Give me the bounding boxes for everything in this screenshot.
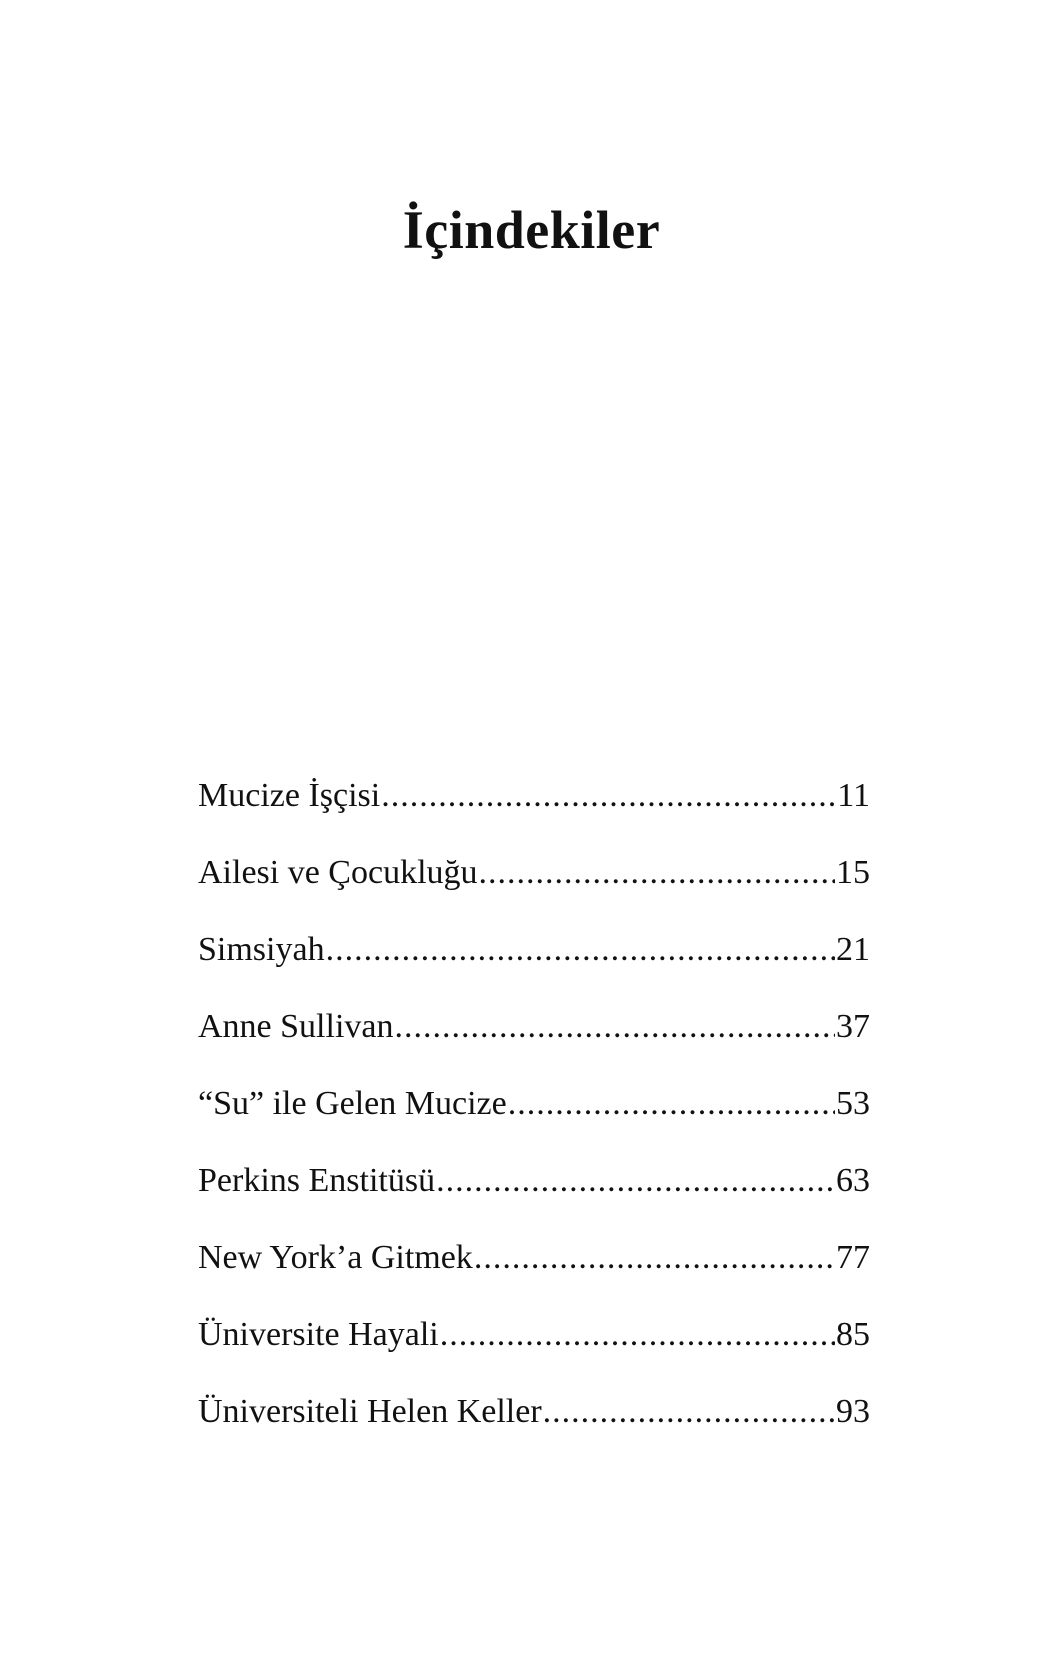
toc-entry-title: Mucize İşçisi xyxy=(198,777,381,814)
table-of-contents xyxy=(198,774,870,1467)
toc-entry[interactable] xyxy=(198,1005,870,1082)
toc-dot-leader xyxy=(543,1390,835,1434)
toc-dot-leader xyxy=(394,1005,835,1049)
toc-entry-page: 15 xyxy=(836,854,870,891)
toc-dot-leader xyxy=(381,774,836,818)
toc-entry[interactable] xyxy=(198,851,870,928)
toc-entry-page: 11 xyxy=(837,777,870,814)
toc-dot-leader xyxy=(326,928,835,972)
toc-dot-leader xyxy=(440,1313,835,1357)
toc-entry-page: 85 xyxy=(836,1316,870,1353)
toc-entry-title: Simsiyah xyxy=(198,931,325,968)
toc-entry-page: 93 xyxy=(836,1393,870,1430)
toc-entry-page: 63 xyxy=(836,1162,870,1199)
toc-entry-page: 37 xyxy=(836,1008,870,1045)
toc-entry-title: Perkins Enstitüsü xyxy=(198,1162,436,1199)
toc-entry-title: Üniversiteli Helen Keller xyxy=(198,1393,542,1430)
toc-entry[interactable] xyxy=(198,774,870,851)
toc-entry-title: New York’a Gitmek xyxy=(198,1239,473,1276)
toc-entry-title: “Su” ile Gelen Mucize xyxy=(198,1085,507,1122)
toc-entry[interactable] xyxy=(198,1236,870,1313)
toc-entry[interactable] xyxy=(198,1390,870,1467)
toc-dot-leader xyxy=(508,1082,835,1126)
toc-entry-title: Anne Sullivan xyxy=(198,1008,394,1045)
toc-dot-leader xyxy=(479,851,835,895)
toc-entry-page: 53 xyxy=(836,1085,870,1122)
toc-entry-title: Ailesi ve Çocukluğu xyxy=(198,854,478,891)
toc-entry-title: Üniversite Hayali xyxy=(198,1316,439,1353)
toc-dot-leader xyxy=(436,1159,835,1203)
toc-entry-page: 77 xyxy=(836,1239,870,1276)
toc-entry[interactable] xyxy=(198,1159,870,1236)
toc-entry[interactable] xyxy=(198,1082,870,1159)
toc-entry[interactable] xyxy=(198,1313,870,1390)
toc-dot-leader xyxy=(474,1236,835,1280)
toc-entry-page: 21 xyxy=(836,931,870,968)
toc-entry[interactable] xyxy=(198,928,870,1005)
page-title: İçindekiler xyxy=(402,200,661,260)
